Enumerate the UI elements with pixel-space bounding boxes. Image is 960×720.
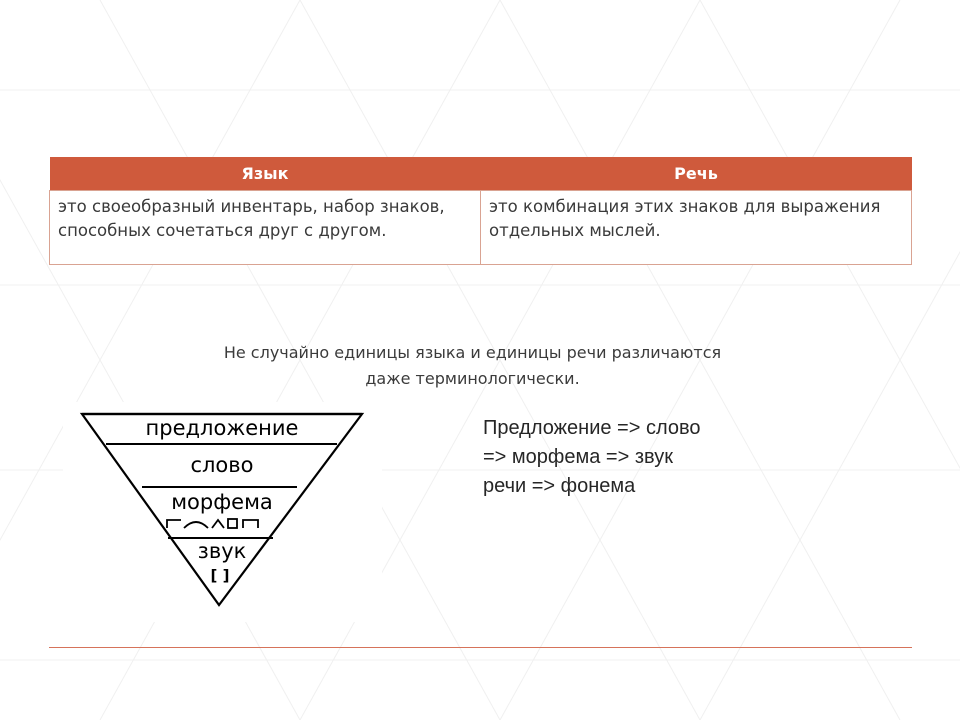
pyramid-diagram bbox=[63, 402, 382, 622]
chain-line-3: речи => фонема bbox=[483, 475, 636, 497]
sound-brackets: [ ] bbox=[210, 566, 230, 585]
caption bbox=[100, 340, 845, 392]
caption-line-2: даже терминологически. bbox=[365, 369, 580, 388]
caption-line-1: Не случайно единицы языка и единицы речи различаются bbox=[223, 343, 722, 362]
morpheme-signs-icon bbox=[167, 519, 258, 528]
chain-line-2: => морфема => звук bbox=[483, 446, 673, 468]
footer-divider bbox=[49, 647, 912, 648]
pyramid-level-morpheme: морфема bbox=[171, 490, 273, 514]
header-speech: Речь bbox=[481, 157, 912, 191]
cell-speech-definition: это комбинация этих знаков для выражения отдельных мыслей. bbox=[481, 191, 912, 265]
comparison-table bbox=[49, 157, 912, 265]
header-language: Язык bbox=[50, 157, 481, 191]
units-chain bbox=[483, 414, 773, 501]
pyramid-level-sentence: предложение bbox=[145, 416, 299, 440]
table-header-row bbox=[50, 157, 912, 191]
pyramid-level-word: слово bbox=[190, 453, 254, 477]
cell-language-definition: это своеобразный инвентарь, набор знаков, способных сочетаться друг с другом. bbox=[50, 191, 481, 265]
units-pyramid bbox=[63, 402, 382, 622]
pyramid-level-sound: звук bbox=[197, 539, 247, 563]
table-row bbox=[50, 191, 912, 265]
chain-line-1: Предложение => слово bbox=[483, 417, 701, 439]
